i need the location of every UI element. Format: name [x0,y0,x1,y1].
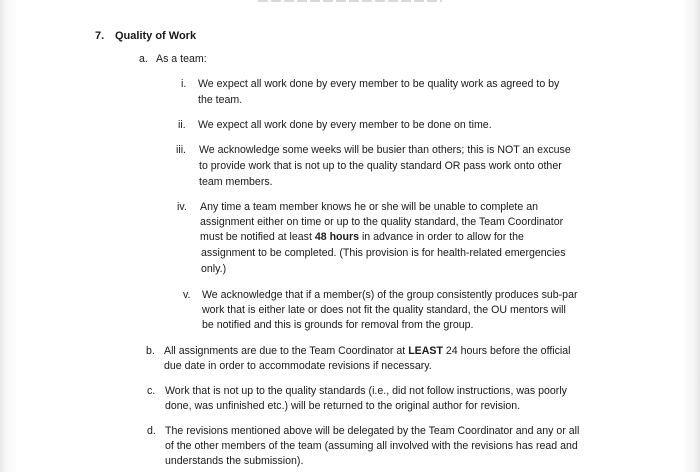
item-iii-line-2: to provide work that is not up to the quality standard OR pass work onto other [199,160,562,172]
sub-a-label: As a team: [156,53,207,65]
sub-b-line-1 [164,344,571,360]
item-iv-line-2: assignment either on time or up to the quality standard, the Team Coordinator [200,216,564,228]
item-iv-line-5: only.) [201,263,227,275]
item-i-line-2: the team. [198,94,243,106]
item-v-line-1: We acknowledge that if a member(s) of the group consistently produces sub-par [202,289,578,301]
item-v-marker: v. [183,289,191,301]
sub-d-line-1: The revisions mentioned above will be delegated by the Team Coordinator and any or all [165,425,580,437]
cut-off-previous-line [258,0,442,2]
item-ii-marker: ii. [178,119,186,131]
item-i-marker: i. [181,78,187,90]
item-iii-marker: iii. [176,144,187,156]
item-iv-marker: iv. [177,201,187,213]
item-iv-line-3 [200,230,524,246]
item-iii-line-1: We acknowledge some weeks will be busier than others; this is NOT an excuse [199,144,571,156]
sub-a-marker: a. [139,53,148,65]
sub-b-marker: b. [146,345,155,357]
item-iv-line-3-bold: 48 hours [314,231,359,243]
item-iv-line-4: assignment to be completed. (This provision is for health-related emergencies [201,247,566,259]
section-title: Quality of Work [115,30,197,42]
sub-d-marker: d. [147,425,156,437]
item-iv-line-3-post: in advance in order to allow for the [359,231,524,243]
item-v-line-2: work that is either late or does not fit the quality standard, the OU mentors will [202,304,566,316]
sub-b-line-1-pre: All assignments are due to the Team Coordinator at [164,345,409,357]
item-iii-line-3: team members. [199,176,273,188]
sub-c-line-1: Work that is not up to the quality standards (i.e., did not follow instructions, was poorly [165,385,567,397]
sub-d-line-2: of the other members of the team (assuming all involved with the revisions has read and [165,440,578,452]
sub-c-line-2: done, was unfinished etc.) will be returned to the original author for revision. [165,400,521,412]
sub-b-line-2: due date in order to accommodate revisions if necessary. [164,360,432,372]
sub-b-line-1-post: 24 hours before the official [442,345,571,357]
item-iv-line-3-pre: must be notified at least [200,231,315,243]
item-iv-line-1: Any time a team member knows he or she will be unable to complete an [200,201,538,213]
section-number: 7. [95,30,105,42]
item-ii-line-1: We expect all work done by every member to be done on time. [198,119,492,131]
sub-d-line-3: understands the submission). [165,455,304,467]
item-v-line-3: be notified and this is grounds for removal from the group. [202,319,474,331]
sub-c-marker: c. [147,385,156,397]
item-i-line-1: We expect all work done by every member to be quality work as agreed to by [198,78,560,90]
sub-b-line-1-bold: LEAST [408,345,443,357]
